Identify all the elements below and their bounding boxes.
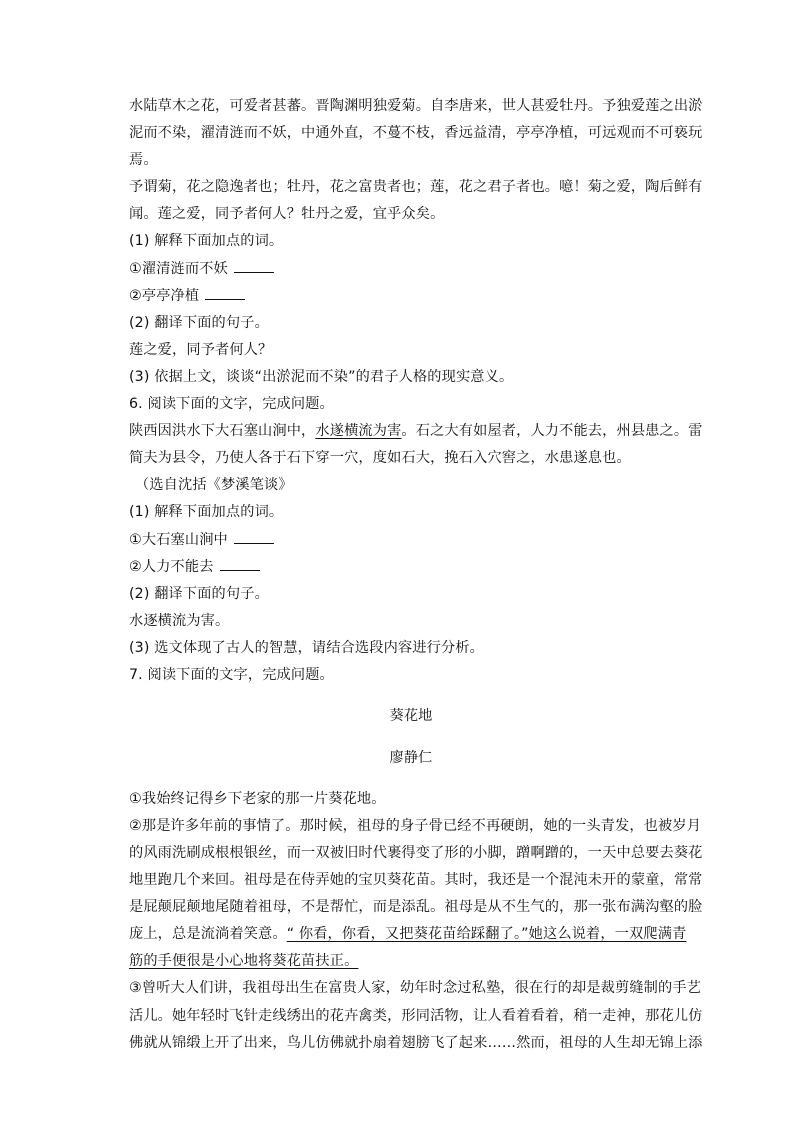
article-line: 地里跑几个来回。祖母是在侍弄她的宝贝葵花苗。其时，我还是一个混沌未开的蒙童，常常: [129, 872, 703, 889]
answer-blank[interactable]: [205, 285, 245, 300]
passage-line: 泥而不染，濯清涟而不妖，中通外直，不蔓不枝，香远益清，亭亭净植，可远观而不可亵玩: [129, 125, 703, 142]
text-segment: 陕西因洪水下大石塞山涧中，: [129, 423, 316, 440]
sub-question-1a: [129, 527, 693, 554]
answer-blank[interactable]: [234, 529, 274, 544]
article-paragraph: ①我始终记得乡下老家的那一片葵花地。: [129, 790, 386, 807]
question-heading: 6. 阅读下面的文字，完成问题。: [129, 396, 334, 413]
answer-blank[interactable]: [234, 258, 274, 273]
passage-line: 闻。莲之爱，同予者何人？牡丹之爱，宜乎众矣。: [129, 206, 445, 223]
underlined-text: 水遂横流为害: [315, 423, 402, 440]
passage-line: 予谓菊，花之隐逸者也；牡丹，花之富贵者也；莲，花之君子者也。噫！菊之爱，陶后鲜有: [129, 179, 703, 196]
sub-question-1b: [129, 554, 693, 581]
sub-question-1b: [129, 283, 693, 310]
passage-line: 焉。: [129, 152, 158, 169]
question-heading: 7. 阅读下面的文字，完成问题。: [129, 666, 334, 683]
text-segment: 庞上，总是流淌着笑意。: [129, 926, 287, 943]
sub-question-text: ②人力不能去: [129, 558, 214, 575]
sub-question-text: ①濯清涟而不妖: [129, 260, 228, 277]
underlined-text: 筋的手便很是小心地将葵花苗扶正。: [129, 953, 359, 970]
article-line: ②那是许多年前的事情了。那时候，祖母的身子骨已经不再硬朗，她的一头青发，也被岁月: [129, 817, 702, 834]
article-line: [129, 921, 693, 948]
passage-line: 水陆草木之花，可爱者甚蕃。晋陶渊明独爱菊。自李唐来，世人甚爱牡丹。予独爱莲之出淤: [129, 98, 703, 114]
sub-question-1: (1) 解释下面加点的词。: [129, 233, 284, 250]
answer-blank[interactable]: [220, 556, 260, 571]
document-page: [129, 93, 703, 1057]
article-line: 佛就从锦缎上开了出来，鸟儿仿佛就扑扇着翅膀飞了起来……然而，祖母的人生却无锦上添: [129, 1034, 703, 1051]
article-line: [129, 948, 693, 975]
sub-question-text: ①大石塞山涧中: [129, 531, 228, 548]
sub-question-1: (1) 解释下面加点的词。: [129, 504, 284, 521]
sub-question-1a: [129, 256, 693, 283]
article-line: 的风雨洗刷成根根银丝，而一双被旧时代裹得变了形的小脚，蹭啊蹭的，一天中总要去葵花: [129, 845, 703, 861]
translate-sentence: 水逐横流为害。: [129, 612, 230, 629]
passage-line: [129, 418, 703, 445]
passage-line: 简夫为县令，乃使人各于石下穿一穴，度如石大，挽石入穴窖之，水患遂息也。: [129, 450, 631, 467]
source-citation: （选自沈括《梦溪笔谈》: [135, 477, 293, 494]
text-segment: 。石之大有如屋者，人力不能去，州县患之。雷: [401, 423, 703, 440]
sub-question-text: ②亭亭净植: [129, 287, 200, 304]
sub-question-2: (2) 翻译下面的句子。: [129, 314, 269, 331]
translate-sentence: 莲之爱，同予者何人？: [129, 341, 273, 358]
article-title: 葵花地: [389, 708, 433, 725]
article-line: ③曾听大人们讲，我祖母出生在富贵人家，幼年时念过私塾，很在行的却是裁剪缝制的手艺: [129, 980, 702, 997]
underlined-text: “ 你看，你看，又把葵花苗给踩翻了。”她这么说着，一双爬满青: [286, 926, 687, 943]
sub-question-3: (3) 依据上文，谈谈“出淤泥而不染”的君子人格的现实意义。: [129, 368, 514, 385]
article-line: 是屁颠屁颠地尾随着祖母，不是帮忙，而是添乱。祖母是从不生气的，那一张布满沟壑的脸: [129, 899, 703, 916]
article-author: 廖静仁: [389, 749, 433, 766]
article-line: 活儿。她年轻时飞针走线绣出的花卉禽类，形同活物，让人看着看着，稍一走神，那花儿仿: [129, 1007, 703, 1024]
sub-question-2: (2) 翻译下面的句子。: [129, 585, 269, 602]
sub-question-3: (3) 选文体现了古人的智慧，请结合选段内容进行分析。: [129, 639, 484, 656]
